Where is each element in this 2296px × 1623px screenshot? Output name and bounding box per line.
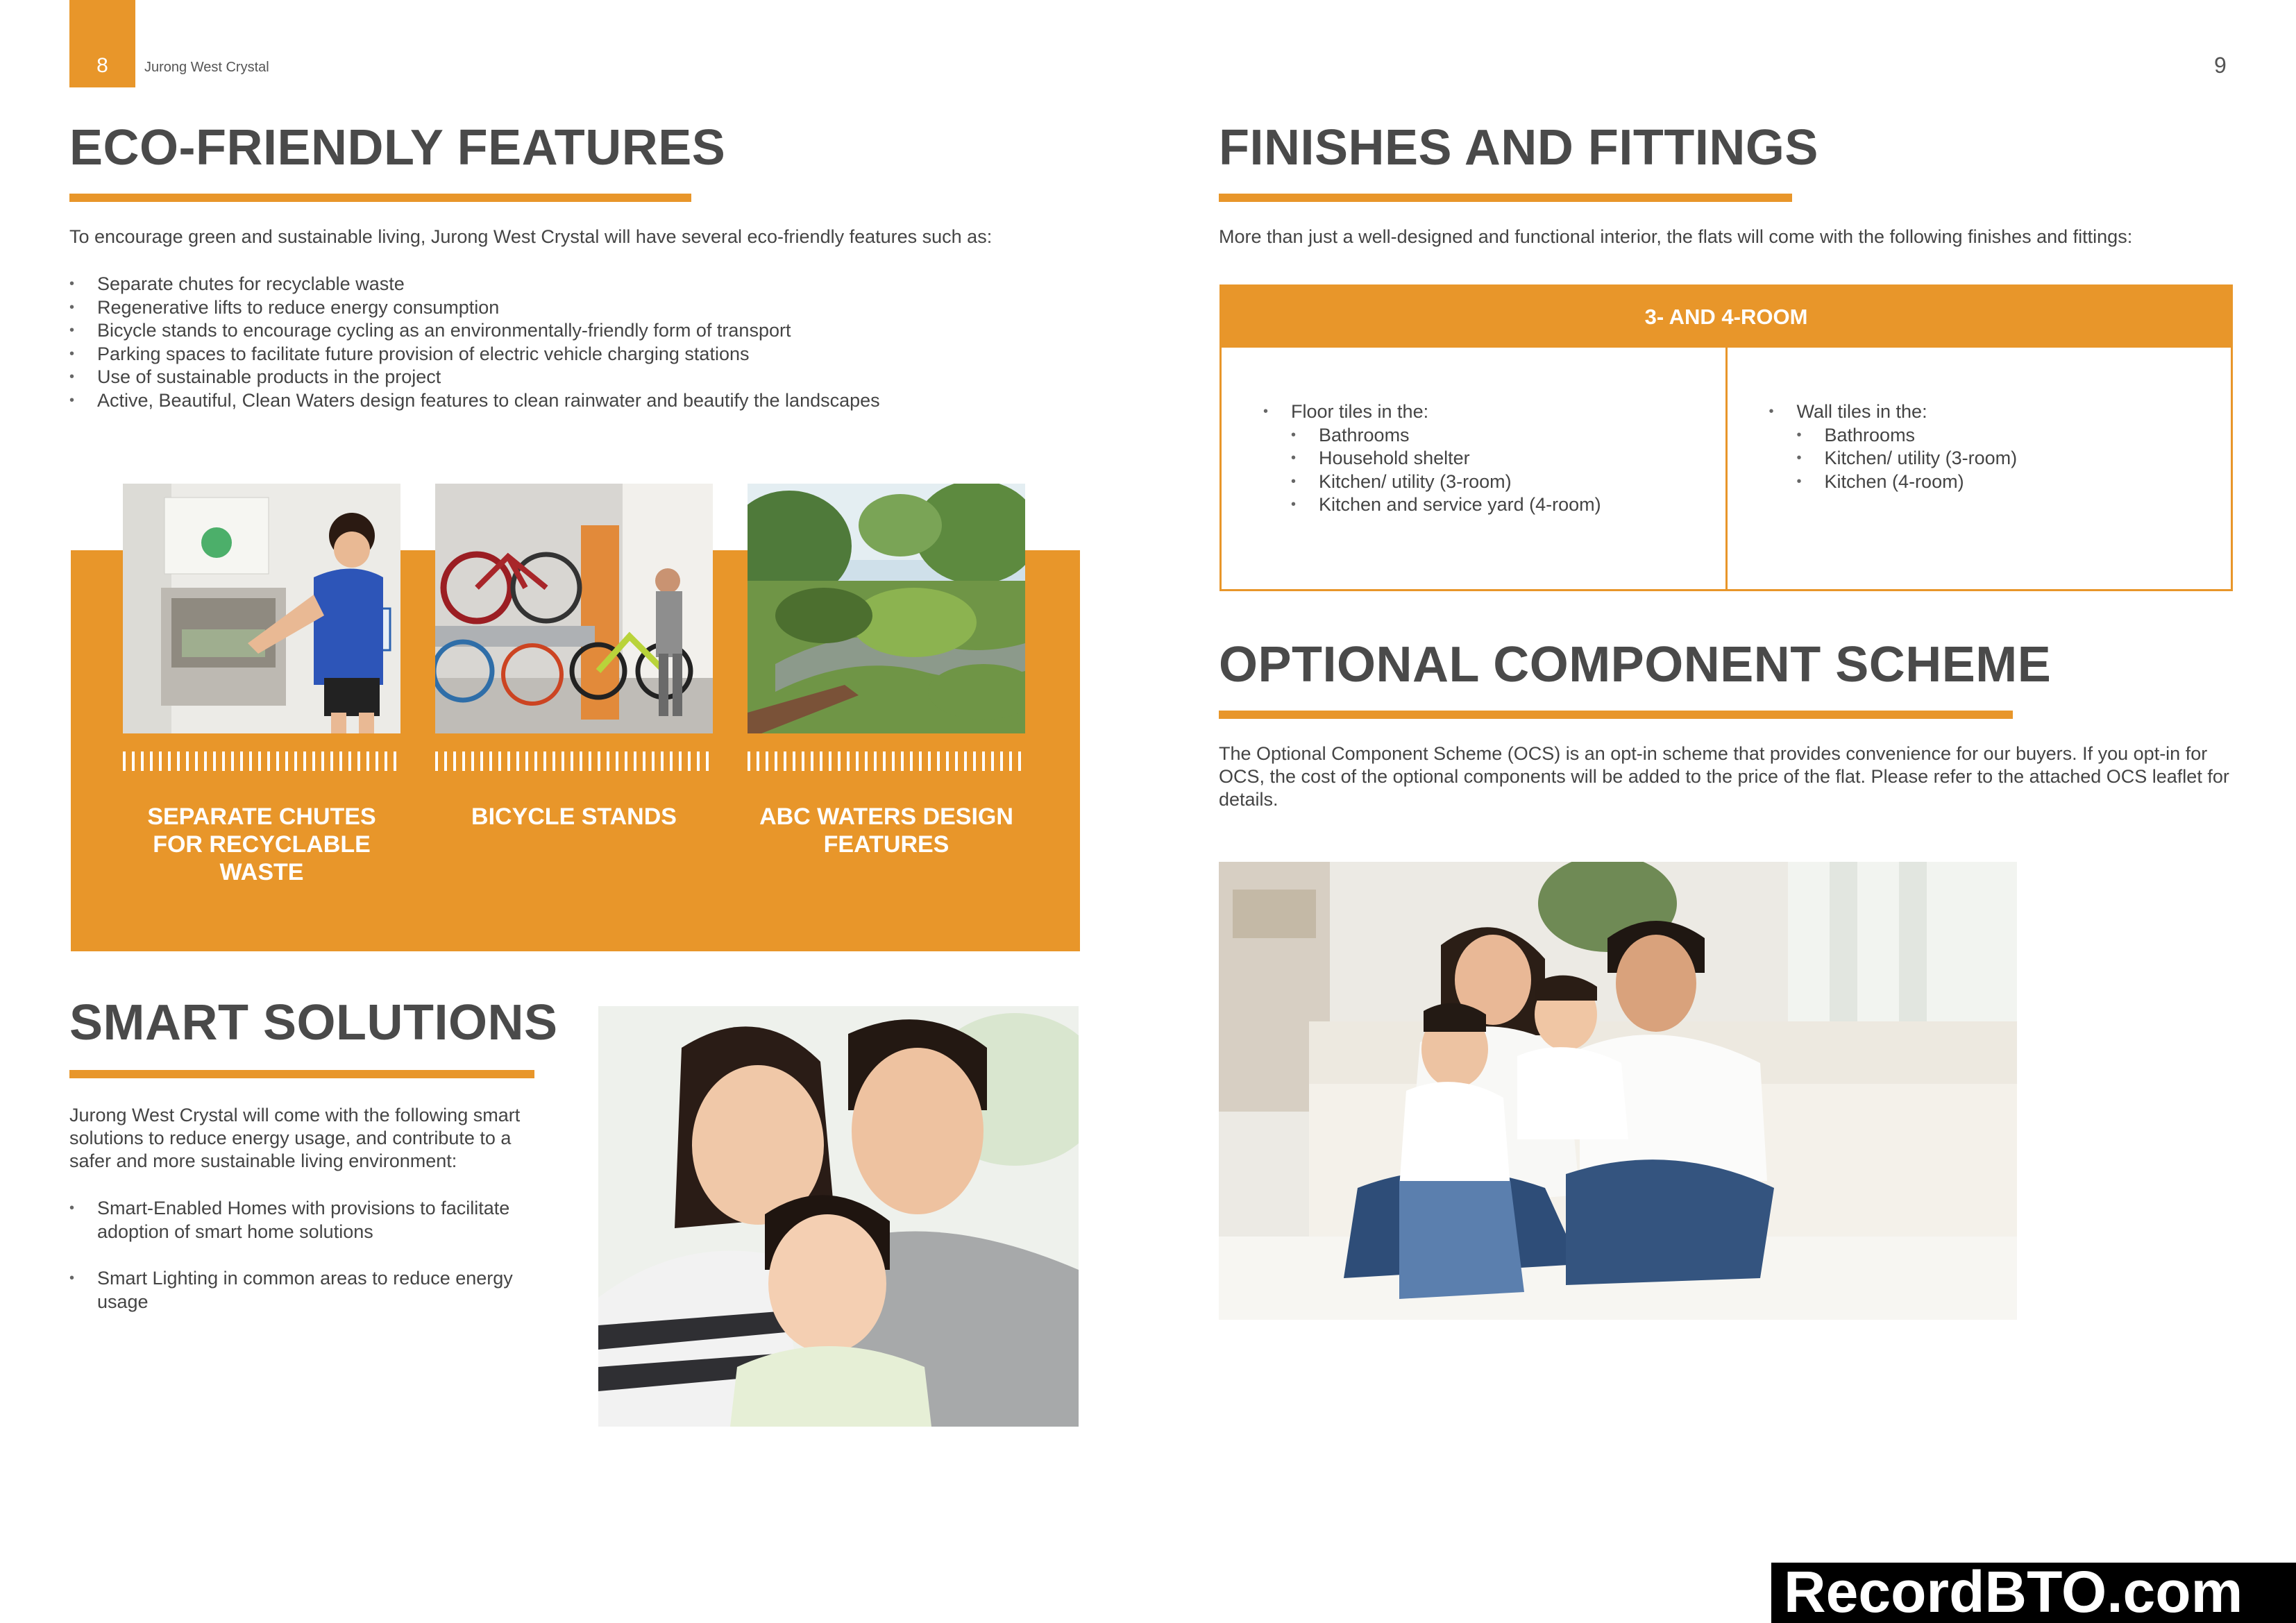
wall-tiles-heading: Wall tiles in the: xyxy=(1796,401,1927,422)
card-label-abc-waters: ABC WATERS DESIGN FEATURES xyxy=(759,804,1013,858)
eco-title: ECO-FRIENDLY FEATURES xyxy=(69,120,726,176)
document-title: Jurong West Crystal xyxy=(144,60,269,75)
finishes-title: FINISHES AND FITTINGS xyxy=(1219,120,1818,176)
smart-title-underline xyxy=(69,1070,534,1078)
list-item: • Kitchen/ utility (3-room) xyxy=(1291,470,1725,494)
family-living-room-photo xyxy=(1219,862,2017,1320)
list-item: • Kitchen (4-room) xyxy=(1797,470,2231,494)
card-label-bicycle: BICYCLE STANDS xyxy=(471,804,677,830)
smart-intro: Jurong West Crystal will come with the following smart solutions to reduce energy usage, and contribute to a safer and more sustainable living environment: xyxy=(69,1105,521,1171)
list-item xyxy=(1769,400,2231,493)
ocs-body: The Optional Component Scheme (OCS) is an opt-in scheme that provides convenience for our buyers. If you opt-in for OCS, the cost of the optional components will be added to the price of the flat. Please refer to the attached OCS leaflet for details. xyxy=(1219,743,2229,810)
eco-title-underline xyxy=(69,194,691,202)
watermark: RecordBTO.com xyxy=(1771,1563,2296,1623)
list-item: • Bicycle stands to encourage cycling as an environmentally-friendly form of transport xyxy=(69,319,1111,343)
barcode-divider xyxy=(123,751,402,771)
eco-intro: To encourage green and sustainable living, Jurong West Crystal will have several eco-friendly features such as: xyxy=(69,226,993,247)
list-item: • Parking spaces to facilitate future provision of electric vehicle charging stations xyxy=(69,343,1111,366)
barcode-divider xyxy=(435,751,714,771)
right-page-number: 9 xyxy=(2214,53,2227,78)
ocs-title-underline xyxy=(1219,711,2013,719)
finishes-table xyxy=(1219,284,2233,591)
ocs-title: OPTIONAL COMPONENT SCHEME xyxy=(1219,637,2052,692)
list-item: • Use of sustainable products in the project xyxy=(69,366,1111,389)
list-item: • Smart-Enabled Homes with provisions to facilitate adoption of smart home solutions xyxy=(69,1197,555,1243)
list-item: • Bathrooms xyxy=(1797,424,2231,448)
list-item: • Separate chutes for recyclable waste xyxy=(69,273,1111,296)
finishes-title-underline xyxy=(1219,194,1792,202)
smart-title: SMART SOLUTIONS xyxy=(69,995,558,1051)
eco-feature-list xyxy=(69,273,1111,412)
list-item: • Household shelter xyxy=(1291,447,1725,470)
list-item: • Regenerative lifts to reduce energy consumption xyxy=(69,296,1111,320)
list-item: • Bathrooms xyxy=(1291,424,1725,448)
card-label-recycling: SEPARATE CHUTES FOR RECYCLABLE WASTE xyxy=(147,804,376,885)
list-item: • Kitchen/ utility (3-room) xyxy=(1797,447,2231,470)
smart-feature-list xyxy=(69,1197,555,1314)
bicycle-stands-photo xyxy=(435,484,713,733)
left-page-number: 8 xyxy=(69,0,135,87)
list-item: • Kitchen and service yard (4-room) xyxy=(1291,493,1725,517)
family-photo xyxy=(598,1006,1079,1427)
barcode-divider xyxy=(748,751,1027,771)
abc-waters-photo xyxy=(748,484,1025,733)
list-item xyxy=(1263,400,1725,517)
table-column-floor xyxy=(1222,348,1725,589)
recycling-chute-photo xyxy=(123,484,400,733)
table-column-wall xyxy=(1725,348,2231,589)
floor-tiles-heading: Floor tiles in the: xyxy=(1291,401,1429,422)
table-header: 3- AND 4-ROOM xyxy=(1222,287,2231,348)
list-item: • Active, Beautiful, Clean Waters design features to clean rainwater and beautify the landscapes xyxy=(69,389,1111,413)
list-item: • Smart Lighting in common areas to reduce energy usage xyxy=(69,1267,555,1314)
finishes-intro: More than just a well-designed and functional interior, the flats will come with the following finishes and fittings: xyxy=(1219,226,2133,247)
